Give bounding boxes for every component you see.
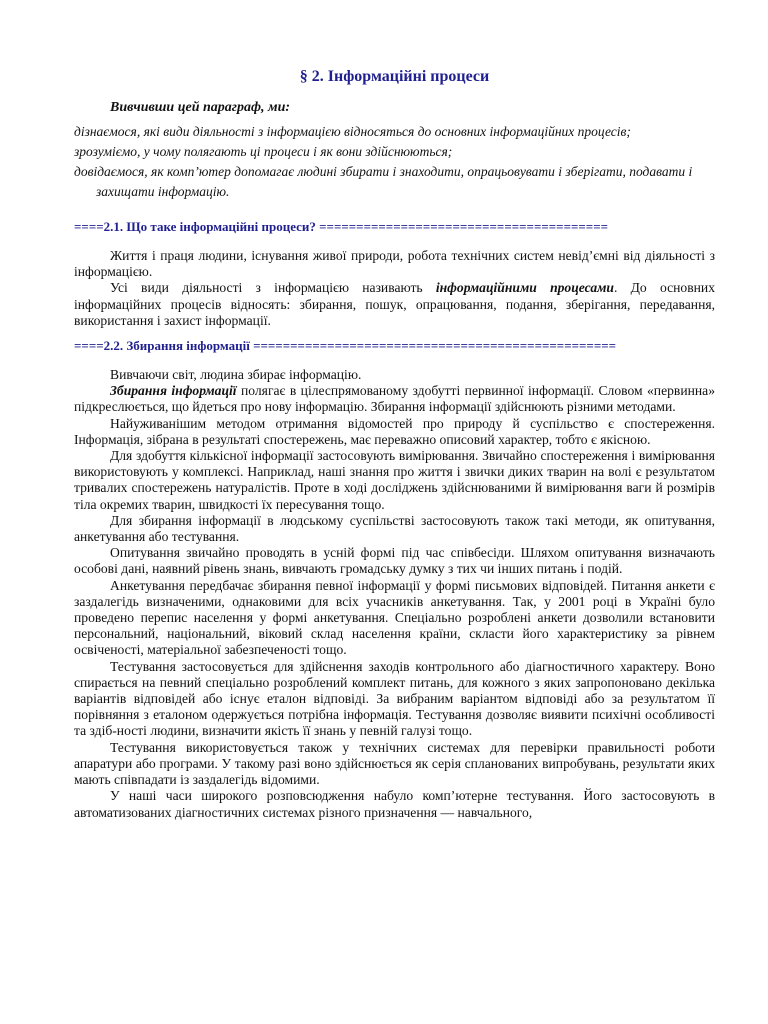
term-highlight: інформаційними процесами [435,280,614,296]
text-run: Усі види діяльності з інформацією називають [110,280,436,296]
text-run: полягає в цілеспрямованому здобутті первинної інформації. Словом «первинна» підкреслюється, що йдеться про нову інформацію. Збирання інформації здійснюють різними методами. [74,383,715,415]
paragraph: Анкетування передбачає збирання певної інформації у формі письмових відповідей. Питання анкети є заздалегідь визначеними, однаковими для всіх учасників анкетування. Так, у 2001 році в Україні було проведено перепис населення у формі анкетування. Спеціально розроблені анкети дозволили встановити персональний, національний, віковий склад населення країни, скласти його характеристику за рівнем освіченості, матеріальної забезпеченості тощо. [74,577,715,658]
paragraph: Тестування використовується також у технічних системах для перевірки правильності роботи апаратури або програми. У такому разі воно здійснюється як серія спланованих випробувань, результати яких мають співпадати із заздалегідь відомими. [74,739,715,788]
goal-item: довідаємося, як комп’ютер допомагає людині збирати і знаходити, опрацьовувати і зберігати, подавати і захищати інформацію. [74,164,693,199]
section-heading-2-2: ====2.2. Збирання інформації ================================================= [74,338,617,354]
paragraph [74,280,715,329]
paragraph: Вивчаючи світ, людина збирає інформацію. [110,367,362,383]
text-run: . До основних інформаційних процесів відносять: збирання, пошук, опрацювання, подання, зберігання, передавання, використання і захист інформації. [74,280,715,328]
goal-item: зрозуміємо, у чому полягають ці процеси і як вони здійснюються; [74,144,453,159]
paragraph: Життя і праця людини, існування живої природи, робота технічних систем невід’ємні від діяльності з інформацією. [74,248,715,280]
page-title: § 2. Інформаційні процеси [299,68,490,85]
paragraph: Для здобуття кількісної інформації застосовують вимірювання. Звичайно спостереження і вимірювання використовують у комплексі. Наприклад, наші знання про життя і звички диких тварин на волі є результатом тривалих спостережень натуралістів. Проте в ході досліджень здійснюваними й вимірювання ваги й розмірів тіла окремих тварин, швидкості їх пересування тощо. [74,448,715,512]
term-highlight: Збирання інформації [110,383,237,399]
paragraph: Для збирання інформації в людському суспільстві застосовують також такі методи, як опитування, анкетування або тестування. [74,512,715,545]
paragraph: Тестування застосовується для здійснення заходів контрольного або діагностичного характеру. Воно спирається на певний спеціально розроблений комплект питань, для кожного з яких запропоновано декілька варіантів відповідей або існує еталон відповіді. За вибраним варіантом відповіді або за результатом її порівняння з еталоном одержується потрібна інформація. Тестування дозволяє виявити психічні особливості та здіб-ності людини, визначити якість її знань у певній галузі тощо. [74,658,715,739]
document-page [74,66,715,821]
paragraph: Опитування звичайно проводять в усній формі під час співбесіди. Шляхом опитування визначають особові дані, наявний рівень знань, вивчають громадську думку з тих чи інших питань і подій. [74,545,715,577]
section-heading-2-1: ====2.1. Що таке інформаційні процеси? ======================================= [74,219,609,234]
intro-lead: Вивчивши цей параграф, ми: [110,100,291,115]
paragraph: Найуживанішим методом отримання відомостей про природу й суспільство є спостереження. Інформація, зібрана в результаті спостережень, має переважно описовий характер, тобто є якісною. [74,415,715,447]
learning-goals-list [74,122,715,202]
paragraph [74,383,715,415]
goal-item: дізнаємося, які види діяльності з інформацією відносяться до основних інформаційних процесів; [74,124,631,139]
paragraph: У наші часи широкого розповсюдження набуло комп’ютерне тестування. Його застосовують в автоматизованих діагностичних системах різного призначення — навчального, [74,788,715,820]
